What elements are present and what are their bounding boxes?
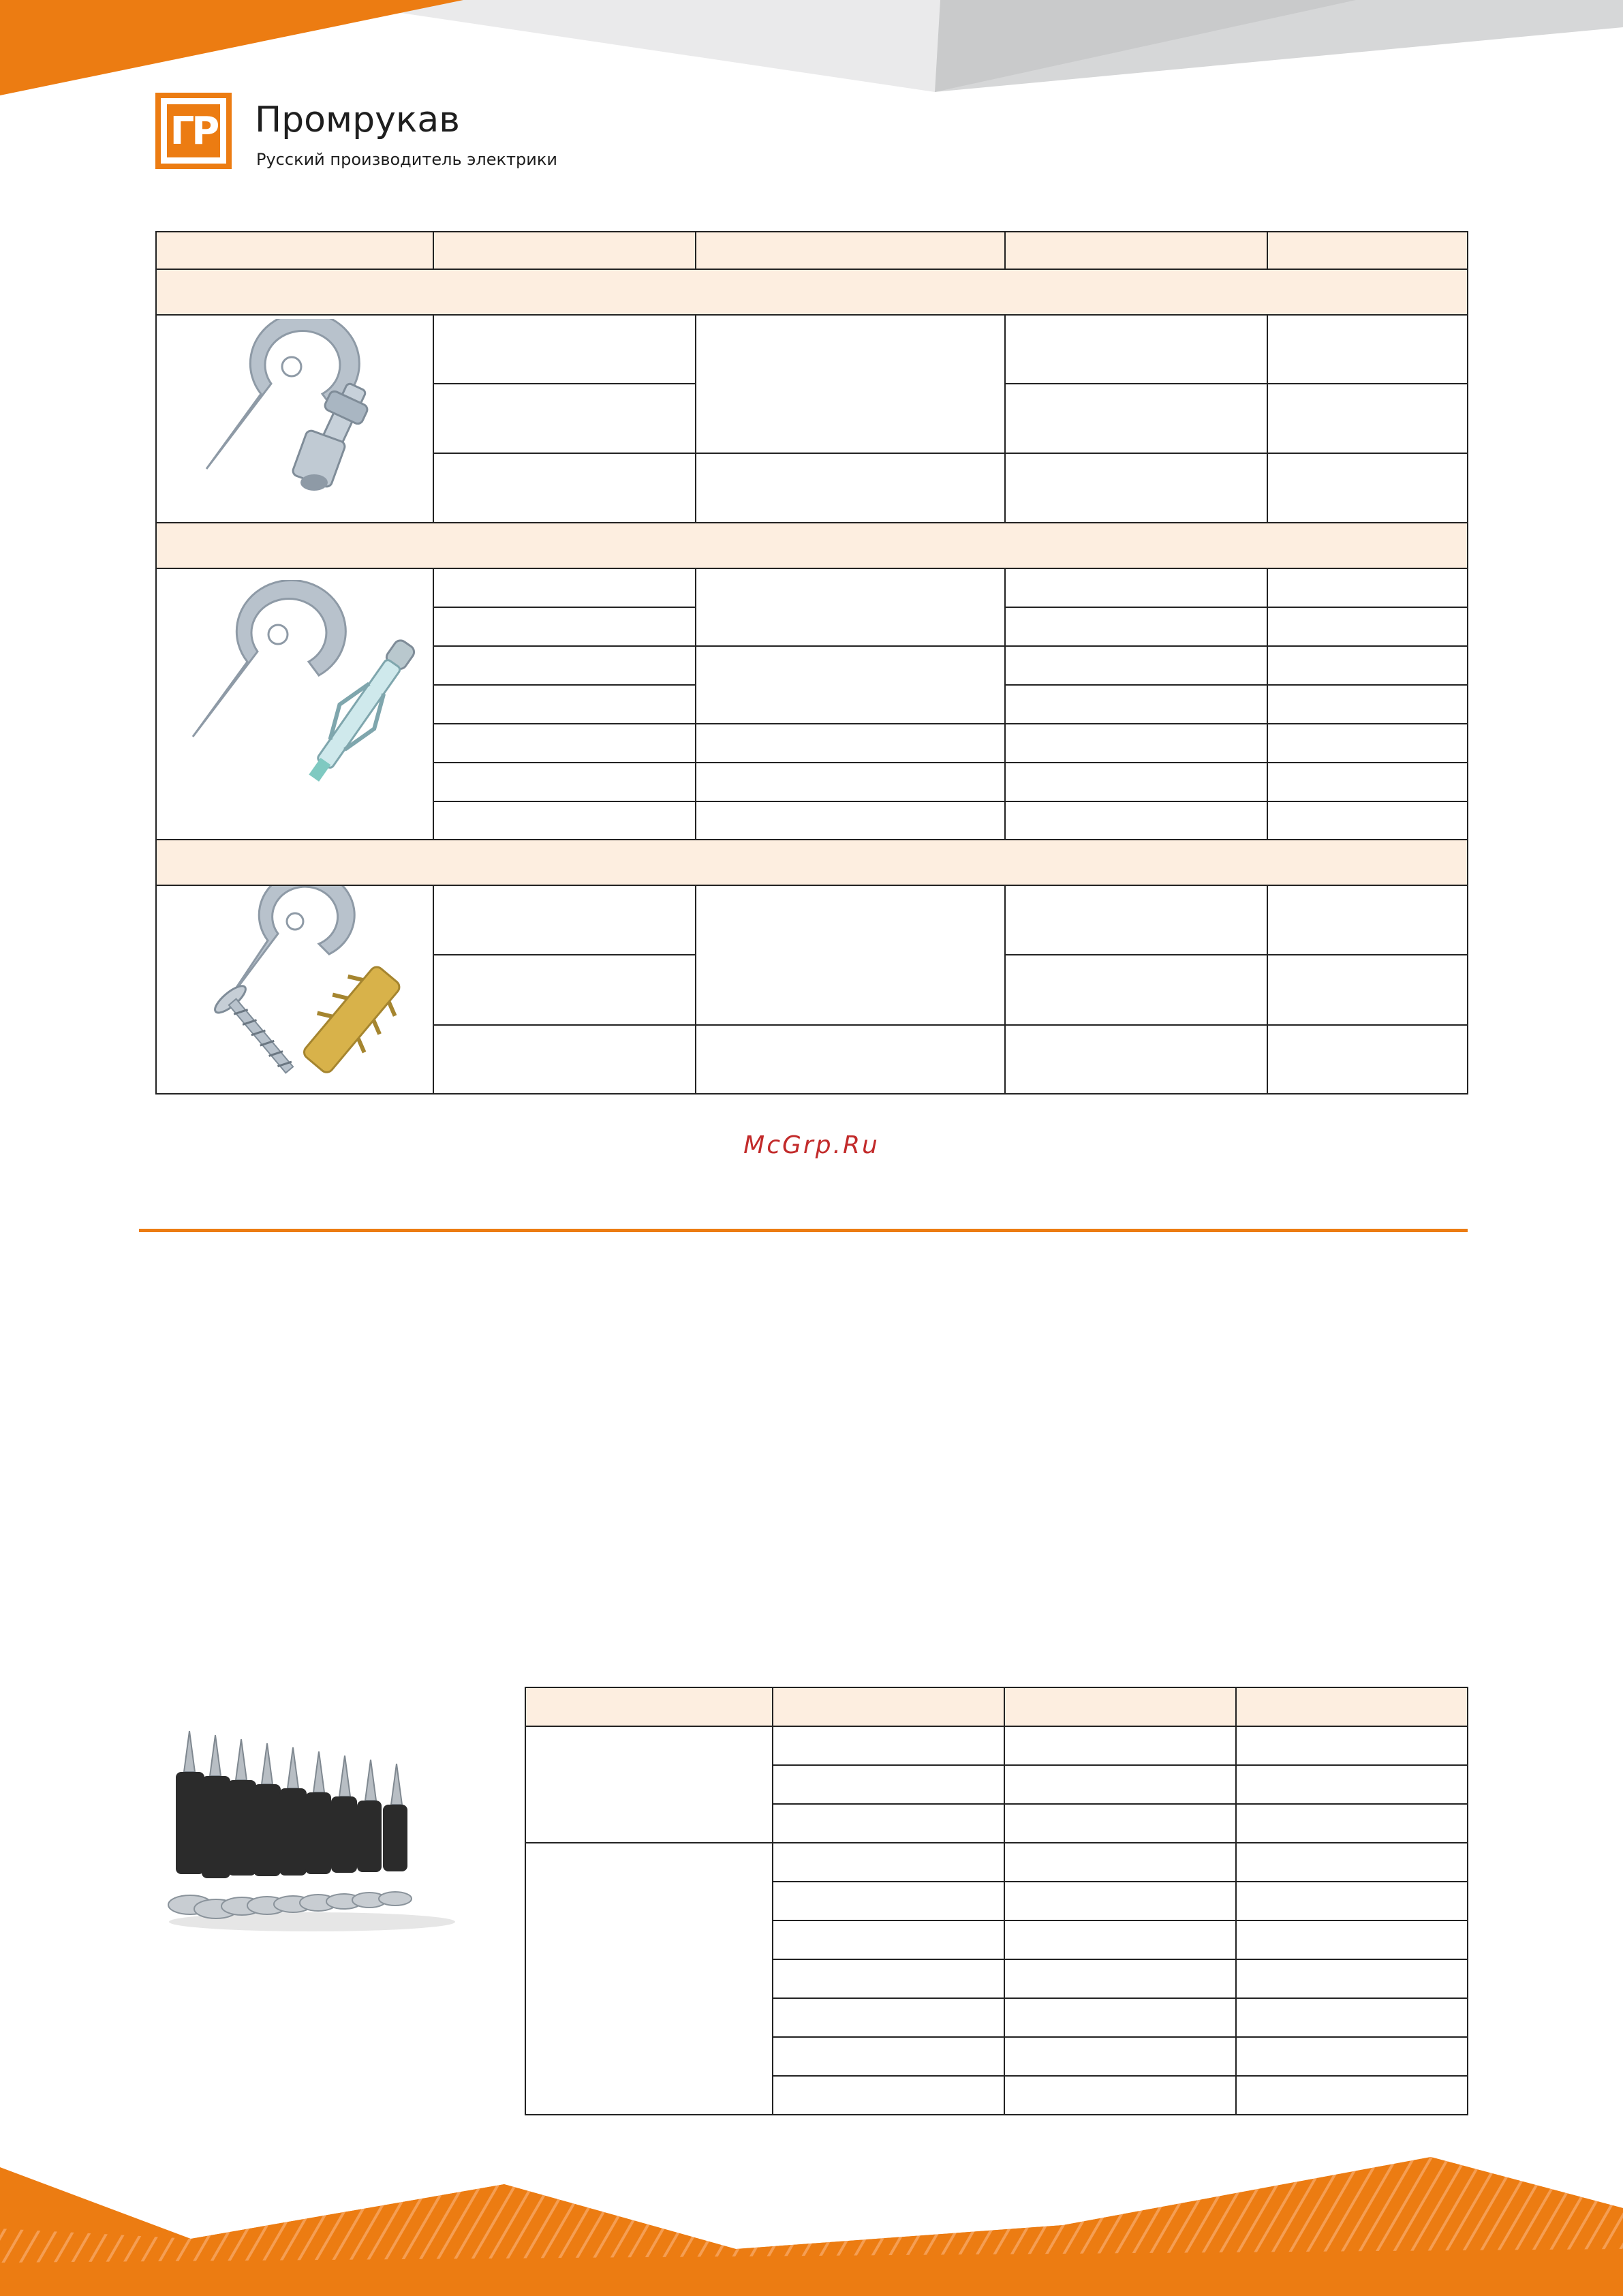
header-cell bbox=[525, 1687, 773, 1726]
table-cell bbox=[1267, 384, 1468, 453]
table-cell bbox=[433, 646, 696, 685]
table-cell bbox=[1005, 384, 1267, 453]
table-cell bbox=[696, 646, 1005, 724]
table-cell bbox=[433, 315, 696, 384]
table-cell bbox=[433, 763, 696, 801]
footer-decoration bbox=[0, 2085, 1623, 2296]
table-cell bbox=[696, 315, 1005, 453]
table-cell bbox=[1005, 955, 1267, 1024]
table-cell bbox=[773, 1804, 1004, 1843]
table-cell bbox=[433, 955, 696, 1024]
header-cell bbox=[696, 232, 1005, 269]
table-cell bbox=[433, 685, 696, 724]
table-cell bbox=[1267, 955, 1468, 1024]
table-cell bbox=[1004, 1726, 1236, 1765]
product-table-2 bbox=[525, 1687, 1468, 2115]
product-image-cell bbox=[156, 315, 433, 523]
table-cell bbox=[1004, 2037, 1236, 2076]
section-divider bbox=[139, 1229, 1468, 1232]
table-row bbox=[525, 1843, 1468, 1882]
table-cell bbox=[1005, 1025, 1267, 1094]
header-decoration bbox=[0, 0, 1623, 109]
table-cell bbox=[433, 607, 696, 646]
table-cell bbox=[1236, 1920, 1468, 1959]
nail-strip-image bbox=[155, 1724, 455, 1935]
table-cell bbox=[773, 1726, 1004, 1765]
table-cell bbox=[1267, 763, 1468, 801]
table-cell bbox=[696, 724, 1005, 763]
header-cell bbox=[1267, 232, 1468, 269]
header-cell bbox=[433, 232, 696, 269]
brand-tagline: Русский производитель электрики bbox=[256, 150, 557, 169]
product-image-cell bbox=[156, 885, 433, 1094]
header-cell bbox=[1236, 1687, 1468, 1726]
table-cell bbox=[773, 1998, 1004, 2037]
brand-logo-mark: ГР bbox=[167, 104, 220, 157]
table-cell bbox=[1267, 315, 1468, 384]
section-title-cell bbox=[156, 840, 1468, 885]
group-cell bbox=[525, 1726, 773, 1843]
table-cell bbox=[696, 568, 1005, 646]
table-cell bbox=[1236, 1959, 1468, 1998]
table-cell bbox=[1267, 607, 1468, 646]
table-cell bbox=[773, 1843, 1004, 1882]
table-cell bbox=[773, 1882, 1004, 1920]
table-cell bbox=[433, 885, 696, 955]
table-cell bbox=[1236, 1726, 1468, 1765]
table-cell bbox=[1236, 1998, 1468, 2037]
section-title-cell bbox=[156, 523, 1468, 568]
table-cell bbox=[1267, 1025, 1468, 1094]
table-cell bbox=[773, 1920, 1004, 1959]
table-cell bbox=[1004, 1998, 1236, 2037]
table-cell bbox=[433, 801, 696, 840]
clip-with-rivet-nut-image bbox=[179, 319, 411, 517]
table-cell bbox=[1005, 801, 1267, 840]
header-cell bbox=[1004, 1687, 1236, 1726]
clip-with-molly-anchor-image bbox=[172, 580, 418, 825]
table-cell bbox=[433, 724, 696, 763]
table-row bbox=[156, 568, 1468, 607]
table-cell bbox=[1005, 685, 1267, 724]
product-image-cell bbox=[156, 568, 433, 840]
table-header-row bbox=[525, 1687, 1468, 1726]
table-cell bbox=[773, 1959, 1004, 1998]
table-cell bbox=[696, 453, 1005, 523]
table-row bbox=[156, 885, 1468, 955]
header-cell bbox=[1005, 232, 1267, 269]
table-cell bbox=[1267, 453, 1468, 523]
table-cell bbox=[1004, 1882, 1236, 1920]
table-cell bbox=[1236, 1843, 1468, 1882]
table-cell bbox=[433, 568, 696, 607]
table-cell bbox=[1004, 1804, 1236, 1843]
table-cell bbox=[773, 1765, 1004, 1804]
table-cell bbox=[696, 885, 1005, 1025]
table-cell bbox=[1004, 1920, 1236, 1959]
section-row bbox=[156, 523, 1468, 568]
table-cell bbox=[1005, 763, 1267, 801]
table-cell bbox=[1004, 1959, 1236, 1998]
table-cell bbox=[696, 763, 1005, 801]
table-cell bbox=[696, 801, 1005, 840]
table-row bbox=[525, 1726, 1468, 1765]
table-cell bbox=[1236, 2037, 1468, 2076]
table-cell bbox=[433, 384, 696, 453]
group-cell bbox=[525, 1843, 773, 2115]
table-cell bbox=[433, 453, 696, 523]
table-cell bbox=[1267, 801, 1468, 840]
table-cell bbox=[1005, 315, 1267, 384]
table-cell bbox=[1004, 1765, 1236, 1804]
clip-with-screw-and-plug-image bbox=[179, 886, 411, 1090]
table-cell bbox=[1267, 885, 1468, 955]
table-cell bbox=[1005, 453, 1267, 523]
table-cell bbox=[1267, 568, 1468, 607]
section-title-cell bbox=[156, 269, 1468, 315]
table-cell bbox=[1267, 685, 1468, 724]
table-row bbox=[156, 315, 1468, 384]
header-cell bbox=[156, 232, 433, 269]
product-table-1 bbox=[155, 231, 1468, 1095]
watermark-text: McGrp.Ru bbox=[743, 1131, 880, 1159]
header-cell bbox=[773, 1687, 1004, 1726]
table-cell bbox=[1005, 885, 1267, 955]
table-cell bbox=[1236, 1804, 1468, 1843]
table-cell bbox=[1005, 607, 1267, 646]
section-row bbox=[156, 269, 1468, 315]
table-cell bbox=[696, 1025, 1005, 1094]
section-row bbox=[156, 840, 1468, 885]
brand-logo bbox=[155, 93, 232, 169]
table-cell bbox=[1005, 724, 1267, 763]
table-cell bbox=[1236, 1765, 1468, 1804]
table-header-row bbox=[156, 232, 1468, 269]
table-cell bbox=[1267, 646, 1468, 685]
brand-name: Промрукав bbox=[255, 100, 460, 140]
table-cell bbox=[1005, 568, 1267, 607]
table-cell bbox=[433, 1025, 696, 1094]
table-cell bbox=[1267, 724, 1468, 763]
table-cell bbox=[773, 2037, 1004, 2076]
table-cell bbox=[1004, 1843, 1236, 1882]
table-cell bbox=[1005, 646, 1267, 685]
table-cell bbox=[1236, 1882, 1468, 1920]
